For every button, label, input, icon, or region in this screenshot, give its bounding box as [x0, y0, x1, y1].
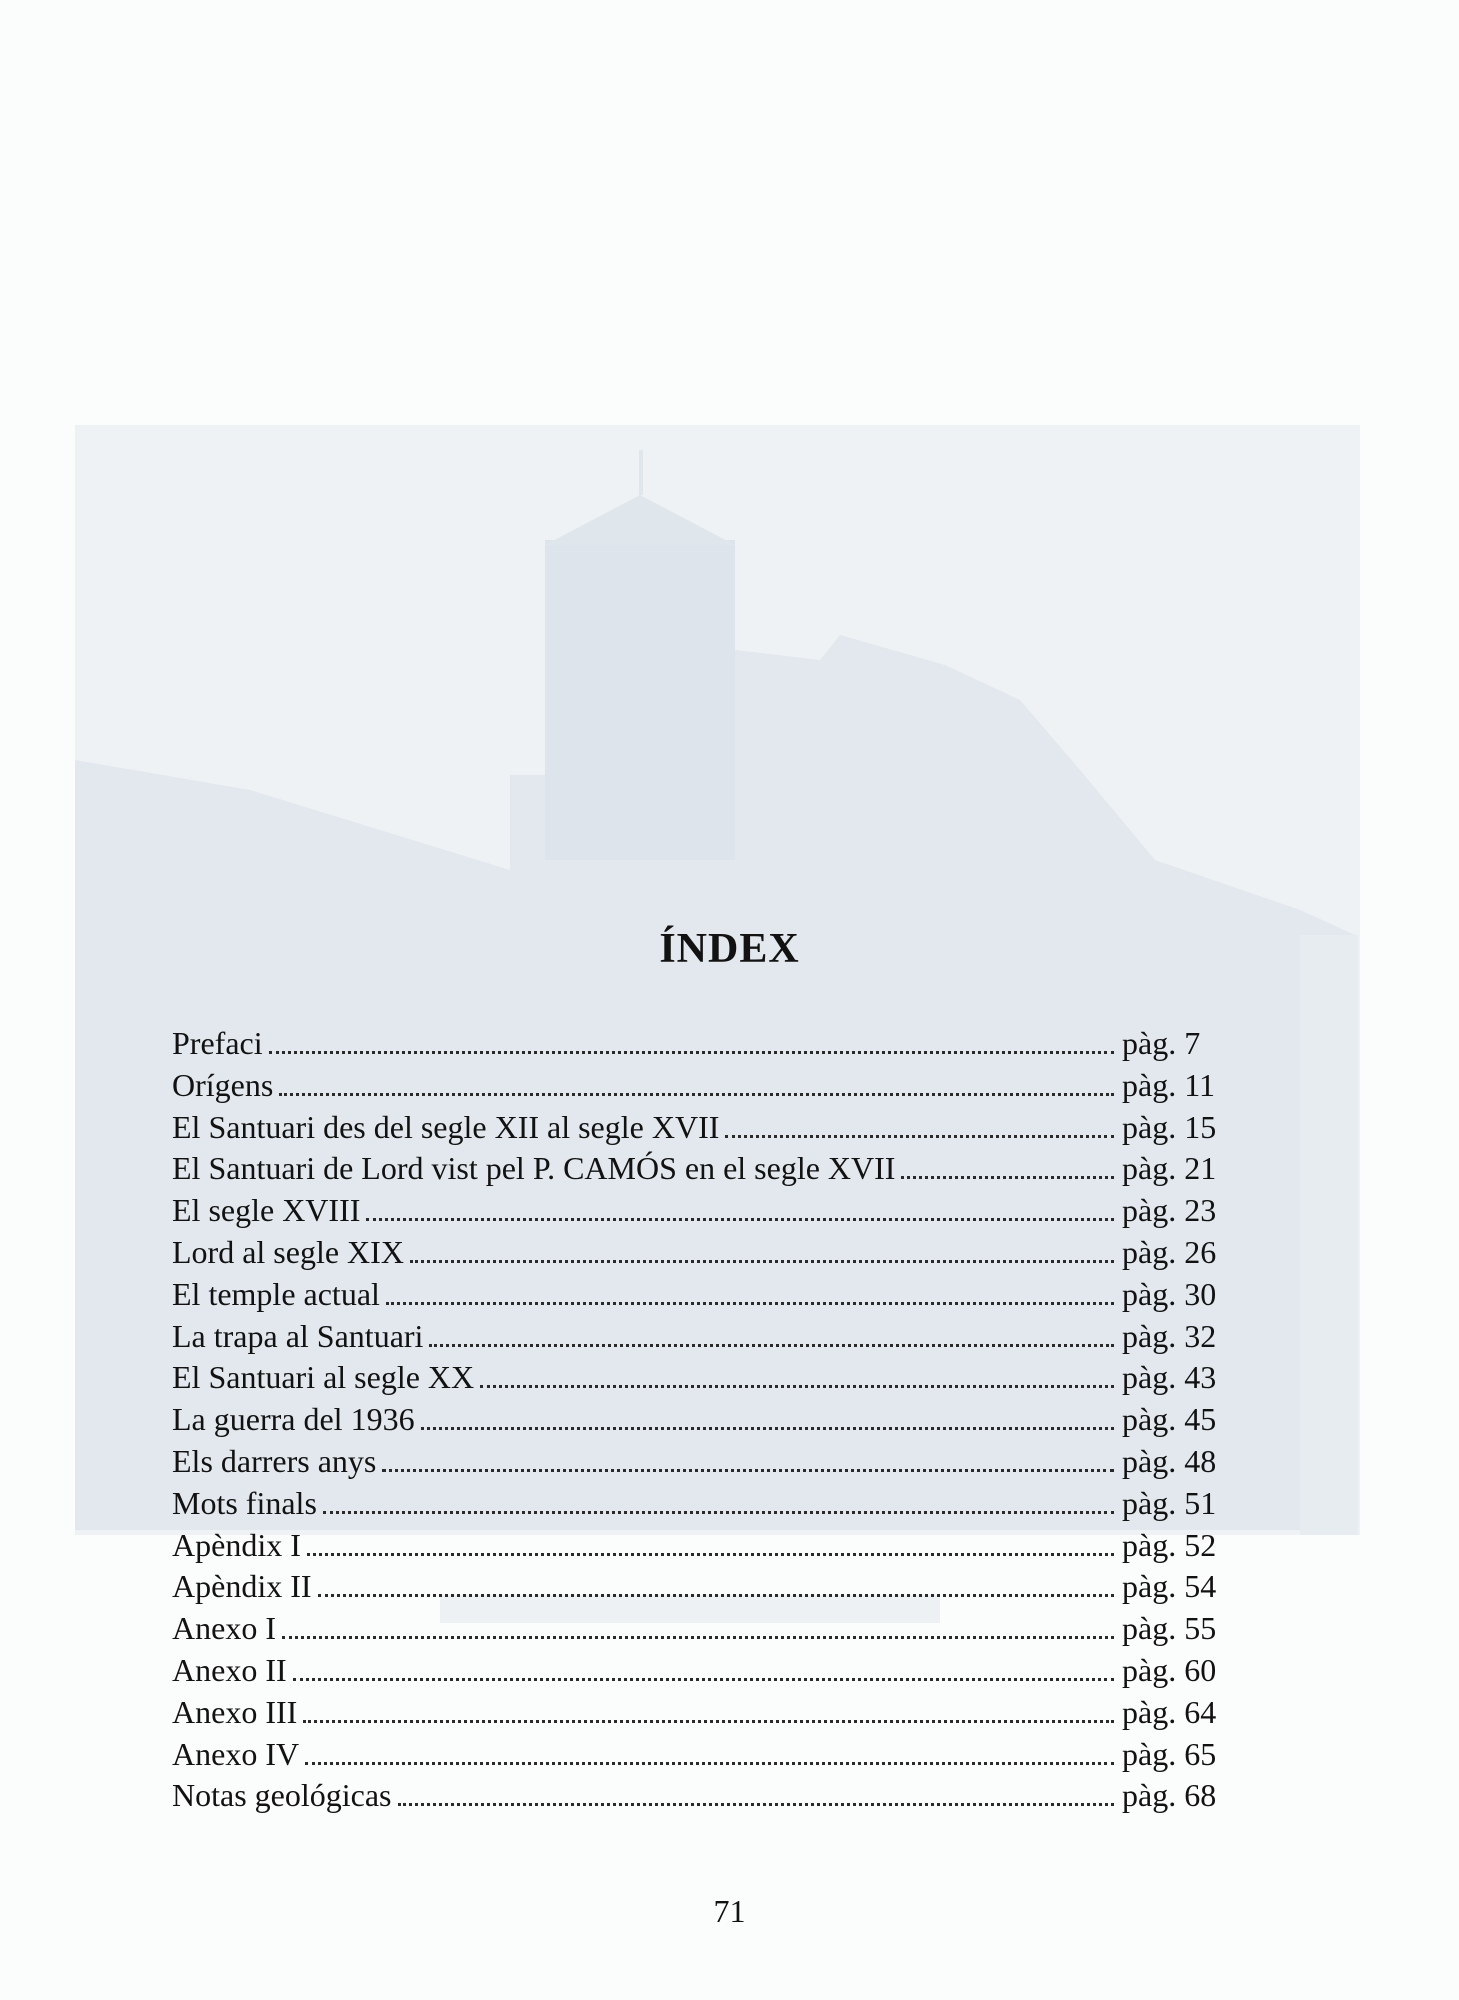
toc-entry	[172, 1274, 1228, 1316]
toc-entry-label: El segle XVIII	[172, 1192, 361, 1229]
page-number: 71	[713, 1893, 746, 1929]
toc-entry	[172, 1065, 1228, 1107]
toc-dot-leader	[307, 1553, 1114, 1556]
toc-entry	[172, 1608, 1228, 1650]
toc-entry-label: Els darrers anys	[172, 1442, 377, 1479]
toc-entry-label: Lord al segle XIX	[172, 1233, 404, 1270]
toc-entry-label: Notas geológicas	[172, 1777, 392, 1814]
toc-entry	[172, 1441, 1228, 1483]
toc-dot-leader	[398, 1803, 1115, 1806]
toc-entry-label: Apèndix I	[172, 1526, 301, 1563]
toc-entry	[172, 1399, 1228, 1441]
toc-entry	[172, 1232, 1228, 1274]
toc-entry-page: pàg. 48	[1122, 1442, 1217, 1479]
toc-entry	[172, 1107, 1228, 1149]
toc-entry-label: El Santuari de Lord vist pel P. CAMÓS en el segle XVII	[172, 1150, 896, 1187]
toc-dot-leader	[386, 1302, 1114, 1305]
toc-dot-leader	[303, 1720, 1114, 1723]
toc-dot-leader	[480, 1385, 1114, 1388]
table-of-contents	[172, 1023, 1228, 1817]
toc-dot-leader	[279, 1093, 1114, 1096]
toc-entry	[172, 1650, 1228, 1692]
toc-entry-label: Prefaci	[172, 1025, 263, 1061]
toc-entry-page: pàg. 15	[1122, 1108, 1217, 1145]
toc-dot-leader	[269, 1051, 1114, 1054]
toc-entry-label: Anexo IV	[172, 1735, 300, 1772]
toc-entry-label: Apèndix II	[172, 1568, 312, 1605]
toc-dot-leader	[429, 1344, 1114, 1347]
toc-entry-label: Orígens	[172, 1066, 274, 1103]
toc-dot-leader	[305, 1762, 1114, 1765]
toc-entry-page: pàg. 54	[1122, 1568, 1217, 1605]
toc-entry-page: pàg. 65	[1122, 1735, 1217, 1772]
toc-entry-page: pàg. 51	[1122, 1484, 1217, 1521]
toc-entry-page: pàg. 21	[1122, 1150, 1217, 1187]
toc-entry-page: pàg. 43	[1122, 1359, 1217, 1396]
toc-entry-label: Anexo II	[172, 1651, 287, 1688]
toc-entry-label: Anexo III	[172, 1693, 298, 1730]
toc-entry	[172, 1148, 1228, 1190]
toc-dot-leader	[382, 1469, 1114, 1472]
toc-entry-label: El Santuari al segle XX	[172, 1359, 475, 1396]
toc-entry	[172, 1692, 1228, 1734]
toc-entry-page: pàg. 45	[1122, 1401, 1217, 1438]
toc-entry-page: pàg. 26	[1122, 1233, 1217, 1270]
toc-entry	[172, 1357, 1228, 1399]
toc-entry-page: pàg. 68	[1122, 1777, 1217, 1814]
toc-dot-leader	[410, 1260, 1114, 1263]
toc-entry	[172, 1316, 1228, 1358]
page-title: ÍNDEX	[659, 926, 800, 972]
toc-dot-leader	[366, 1218, 1114, 1221]
toc-entry-page: pàg. 60	[1122, 1651, 1217, 1688]
toc-entry-page: pàg. 64	[1122, 1693, 1217, 1730]
toc-entry	[172, 1483, 1228, 1525]
toc-entry-page: pàg. 55	[1122, 1610, 1217, 1647]
toc-entry-page: pàg. 7	[1122, 1025, 1201, 1061]
toc-dot-leader	[282, 1636, 1114, 1639]
toc-dot-leader	[421, 1427, 1114, 1430]
toc-dot-leader	[293, 1678, 1114, 1681]
toc-dot-leader	[725, 1135, 1114, 1138]
toc-entry	[172, 1190, 1228, 1232]
toc-entry-page: pàg. 32	[1122, 1317, 1217, 1354]
toc-entry-label: Anexo I	[172, 1610, 276, 1647]
toc-entry-page: pàg. 23	[1122, 1192, 1217, 1229]
toc-entry-page: pàg. 11	[1122, 1066, 1216, 1103]
toc-dot-leader	[901, 1176, 1114, 1179]
toc-entry	[172, 1525, 1228, 1567]
toc-entry	[172, 1023, 1228, 1065]
toc-entry	[172, 1566, 1228, 1608]
toc-dot-leader	[318, 1594, 1114, 1597]
toc-entry-page: pàg. 52	[1122, 1526, 1217, 1563]
toc-entry-label: La trapa al Santuari	[172, 1317, 424, 1354]
toc-entry	[172, 1775, 1228, 1817]
toc-entry-page: pàg. 30	[1122, 1275, 1217, 1312]
toc-entry-label: La guerra del 1936	[172, 1401, 415, 1438]
toc-entry-label: El temple actual	[172, 1275, 380, 1312]
toc-dot-leader	[323, 1511, 1114, 1514]
toc-entry-label: El Santuari des del segle XII al segle XVII	[172, 1108, 720, 1145]
toc-entry-label: Mots finals	[172, 1484, 317, 1521]
toc-entry	[172, 1734, 1228, 1776]
